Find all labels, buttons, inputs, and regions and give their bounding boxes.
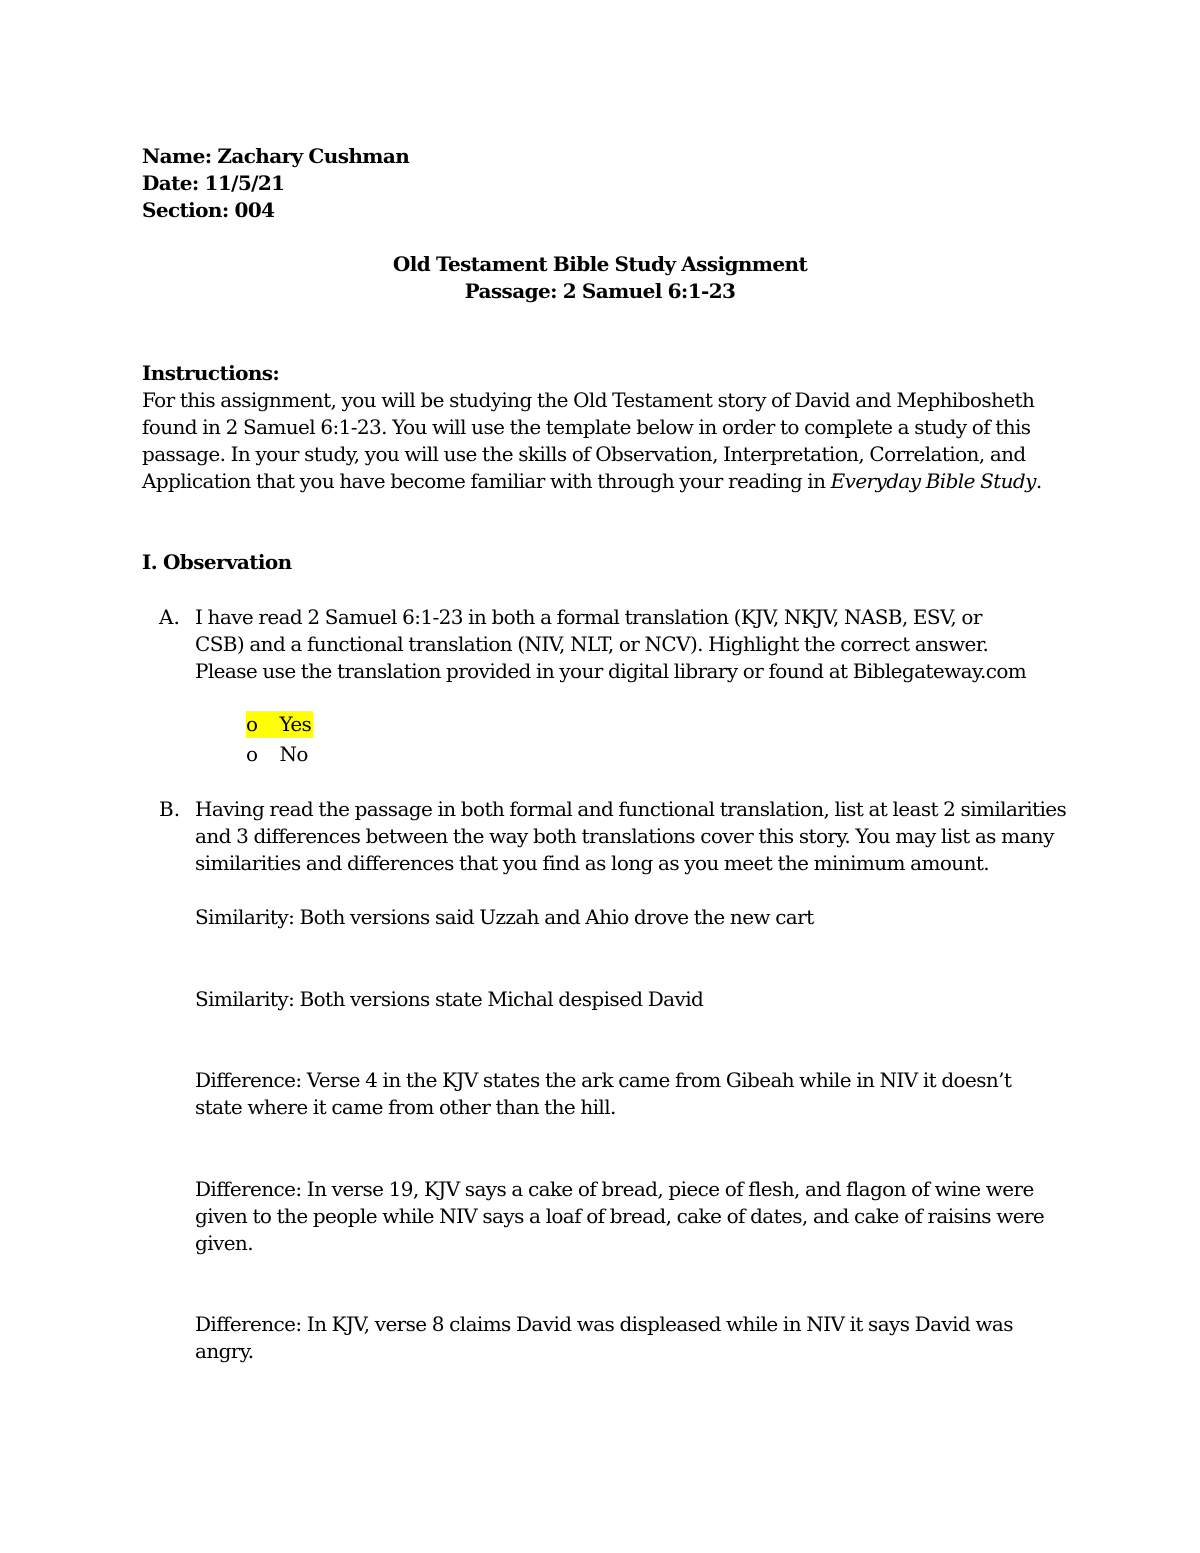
- bullet-icon: o: [246, 712, 258, 736]
- similarity-answer: Similarity: Both versions state Michal despised David: [195, 987, 704, 1011]
- item-b-line: Having read the passage in both formal and functional translation, list at least 2 similarities: [195, 797, 1067, 821]
- assignment-date: Date: 11/5/21: [142, 171, 285, 195]
- instructions-line-last: [142, 468, 1042, 495]
- difference-answer: Difference: In KJV, verse 8 claims David was displeased while in NIV it says David was: [195, 1312, 1013, 1336]
- option-yes[interactable]: [246, 711, 313, 738]
- item-a-line: CSB) and a functional translation (NIV, NLT, or NCV). Highlight the correct answer.: [195, 632, 989, 656]
- difference-answer: given.: [195, 1231, 253, 1255]
- option-label: Yes: [279, 712, 312, 736]
- list-marker-b: B.: [159, 797, 181, 821]
- instructions-line: For this assignment, you will be studying the Old Testament story of David and Mephibosheth: [142, 388, 1035, 412]
- book-title: Everyday Bible Study: [830, 469, 1036, 493]
- observation-heading: I. Observation: [142, 550, 292, 574]
- item-b-line: and 3 differences between the way both translations cover this story. You may list as many: [195, 824, 1054, 848]
- item-a-line: I have read 2 Samuel 6:1-23 in both a formal translation (KJV, NKJV, NASB, ESV, or: [195, 605, 982, 629]
- list-marker-a: A.: [159, 605, 180, 629]
- difference-answer: angry.: [195, 1339, 254, 1363]
- passage-title: Passage: 2 Samuel 6:1-23: [464, 279, 736, 303]
- option-no[interactable]: [246, 741, 308, 768]
- instructions-line: passage. In your study, you will use the skills of Observation, Interpretation, Correlation, and: [142, 442, 1026, 466]
- difference-answer: Difference: Verse 4 in the KJV states the ark came from Gibeah while in NIV it doesn’t: [195, 1068, 1012, 1092]
- option-label: No: [279, 742, 308, 766]
- bullet-icon: o: [246, 742, 258, 766]
- difference-answer: state where it came from other than the hill.: [195, 1095, 616, 1119]
- similarity-answer: Similarity: Both versions said Uzzah and Ahio drove the new cart: [195, 905, 814, 929]
- difference-answer: given to the people while NIV says a loaf of bread, cake of dates, and cake of raisins were: [195, 1204, 1045, 1228]
- end-punctuation: .: [1035, 469, 1042, 493]
- difference-answer: Difference: In verse 19, KJV says a cake of bread, piece of flesh, and flagon of wine were: [195, 1177, 1034, 1201]
- item-a-line: Please use the translation provided in your digital library or found at Biblegateway.com: [195, 659, 1027, 683]
- instructions-heading: Instructions:: [142, 361, 280, 385]
- instructions-line-text: Application that you have become familiar with through your reading in: [142, 469, 831, 493]
- class-section: Section: 004: [142, 198, 275, 222]
- instructions-line: found in 2 Samuel 6:1-23. You will use the template below in order to complete a study of this: [142, 415, 1031, 439]
- assignment-title: Old Testament Bible Study Assignment: [392, 252, 808, 276]
- student-name: Name: Zachary Cushman: [142, 144, 410, 168]
- item-b-line: similarities and differences that you find as long as you meet the minimum amount.: [195, 851, 990, 875]
